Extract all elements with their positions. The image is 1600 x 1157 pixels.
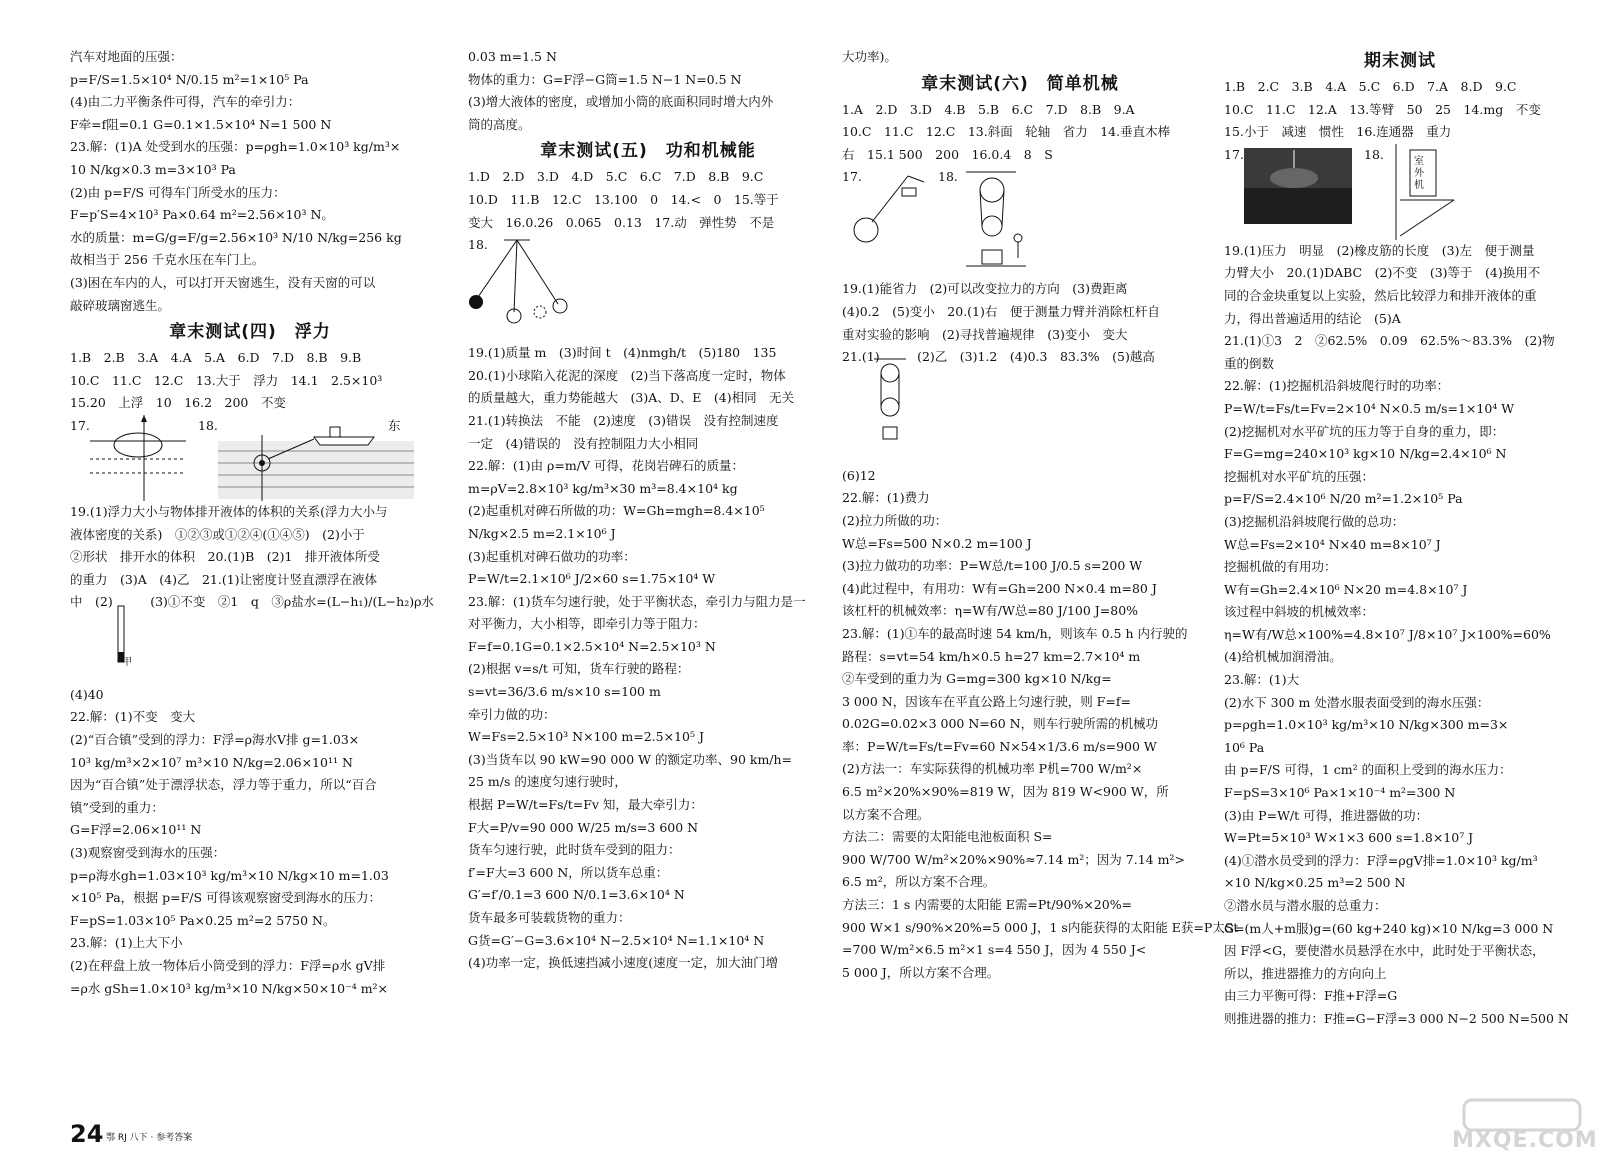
text-line: 大功率)。 xyxy=(842,49,897,64)
text-line: 重对实验的影响 (2)寻找普遍规律 (3)变小 变大 xyxy=(842,326,1128,342)
text-line: 该杠杆的机械效率：η=W有/W总=80 J/100 J=80% xyxy=(842,603,1139,619)
text-line: (2)挖掘机对水平矿坑的压力等于自身的重力，即： xyxy=(1224,423,1505,439)
text-line: 力臂大小 20.(1)DABC (2)不变 (3)等于 (4)换用不 xyxy=(1224,265,1541,281)
text-line: 由 p=F/S 可得，1 cm² 的面积上受到的海水压力： xyxy=(1224,762,1512,778)
text-line: G货=G′−G=3.6×10⁴ N−2.5×10⁴ N=1.1×10⁴ N xyxy=(468,932,765,948)
text-line: W有=Gh=2.4×10⁶ N×20 m=4.8×10⁷ J xyxy=(1224,581,1468,597)
text-line: F=p′S=4×10³ Pa×0.64 m²=2.56×10³ N。 xyxy=(70,207,334,223)
text-line: 0.02G=0.02×3 000 N=60 N，则车行驶所需的机械功 xyxy=(842,716,1159,732)
text-line: (2)拉力所做的功： xyxy=(842,512,948,528)
figure-row-6 xyxy=(842,166,1198,278)
text-line: 23.解：(1)A 处受到水的压强：p=ρgh=1.0×10³ kg/m³× xyxy=(70,139,401,155)
bracket-diagram xyxy=(1390,144,1470,240)
text-line: 20.(1)小球陷入花泥的深度 (2)当下落高度一定时，物体 xyxy=(468,367,786,383)
text-line: 1.B 2.C 3.B 4.A 5.C 6.D 7.A 8.D 9.C xyxy=(1224,79,1517,94)
text-line: 0.03 m=1.5 N xyxy=(468,49,557,64)
text-line: G=(m人+m服)g=(60 kg+240 kg)×10 N/kg=3 000 N xyxy=(1224,920,1554,936)
text-line: (2)根据 v=s/t 可知，货车行驶的路程： xyxy=(468,661,690,677)
text-line: m=ρV=2.8×10³ kg/m³×30 m³=8.4×10⁴ kg xyxy=(468,480,738,496)
q18-label: 18. xyxy=(468,237,488,253)
lever-diagram xyxy=(850,170,930,260)
text-line: (3)当货车以 90 kW=90 000 W 的额定功率、90 km/h= xyxy=(468,751,793,767)
text-line: p=ρgh=1.0×10³ kg/m³×10 N/kg×300 m=3× xyxy=(1224,717,1509,733)
pulley-diagram xyxy=(956,166,1036,276)
text-line: (4)①潜水员受到的浮力：F浮=ρgV排=1.0×10³ kg/m³ xyxy=(1224,852,1538,868)
text-line: 率：P=W/t=Fs/t=Fv=60 N×54×1/3.6 m/s=900 W xyxy=(842,738,1157,754)
heading-test-5: 章末测试(五) 功和机械能 xyxy=(540,141,756,162)
text-line: P=W/t=Fs/t=Fv=2×10⁴ N×0.5 m/s=1×10⁴ W xyxy=(1224,400,1515,416)
text-line: (4)由二力平衡条件可得，汽车的牵引力： xyxy=(70,94,301,110)
text-line: F=pS=3×10⁶ Pa×1×10⁻⁴ m²=300 N xyxy=(1224,785,1456,801)
text-line: 19.(1)质量 m (3)时间 t (4)nmgh/t (5)180 135 xyxy=(468,345,777,361)
text-line: 根据 P=W/t=Fs/t=Fv 知，最大牵引力： xyxy=(468,797,703,813)
q18-label: 18. xyxy=(1364,146,1384,162)
text-line: 15.20 上浮 10 16.2 200 不变 xyxy=(70,395,286,411)
text-line: 液体密度的关系) ①②③或①②④(①④⑤) (2)小于 xyxy=(70,526,365,542)
text-line: 3 000 N，因该车在平直公路上匀速行驶，则 F=f= xyxy=(842,693,1131,709)
text-line: (3)起重机对碑石做功的功率： xyxy=(468,548,636,564)
pulley-block-diagram xyxy=(870,357,910,447)
text-line: 方法三：1 s 内需要的太阳能 E需=Pt/90%×20%= xyxy=(842,897,1133,913)
text-line: 22.解：(1)不变 变大 xyxy=(70,709,196,725)
figure-row-4 xyxy=(70,415,430,501)
q18-label: 18. xyxy=(938,169,958,185)
text-line: 力，得出普遍适用的结论 (5)A xyxy=(1224,310,1401,326)
watermark xyxy=(1452,1098,1598,1156)
text-line: 19.(1)压力 明显 (2)橡皮筋的长度 (3)左 便于测量 xyxy=(1224,242,1535,258)
text-line: 22.解：(1)挖掘机沿斜坡爬行时的功率： xyxy=(1224,378,1450,394)
text-line: P=W/t=2.1×10⁶ J/2×60 s=1.75×10⁴ W xyxy=(468,571,716,587)
text-line: 重的倒数 xyxy=(1224,355,1275,371)
text-line: (3)由 P=W/t 可得，推进器做的功： xyxy=(1224,807,1429,823)
text-line: 10.C 11.C 12.C 13.斜面 轮轴 省力 14.垂直木棒 xyxy=(842,124,1171,140)
text-line: 汽车对地面的压强： xyxy=(70,49,183,64)
text-line: (2)方法一：车实际获得的机械功率 P机=700 W/m²× xyxy=(842,761,1143,777)
text-line: 900 W×1 s/90%×20%=5 000 J，1 s内能获得的太阳能 E获=P太St xyxy=(842,919,1239,935)
text-line: G=F浮=2.06×10¹¹ N xyxy=(70,822,202,838)
q17-label: 17. xyxy=(842,169,862,185)
text-line: ×10⁵ Pa，根据 p=F/S 可得该观察窗受到海水的压力： xyxy=(70,890,382,906)
text-line: (3)挖掘机沿斜坡爬行做的总功： xyxy=(1224,513,1405,529)
text-line: =ρ水 gSh=1.0×10³ kg/m³×10 N/kg×50×10⁻⁴ m²× xyxy=(70,980,389,996)
text-line: 故相当于 256 千克水压在车门上。 xyxy=(70,252,265,268)
text-line: W=Fs=2.5×10³ N×100 m=2.5×10⁵ J xyxy=(468,729,704,745)
text-line: 以方案不合理。 xyxy=(842,806,930,822)
text-line: F=pS=1.03×10⁵ Pa×0.25 m²=2 5750 N。 xyxy=(70,912,336,928)
page-number: 24 xyxy=(70,1120,104,1148)
text-line: (3)观察窗受到海水的压强： xyxy=(70,845,226,861)
figure-row-final xyxy=(1224,144,1576,240)
text-line: 中 (2) (3)①不变 ②1 q ③ρ盐水=(L−h₁)/(L−h₂)ρ水 xyxy=(70,594,434,610)
text-line: 1.A 2.D 3.D 4.B 5.B 6.C 7.D 8.B 9.A xyxy=(842,101,1135,117)
text-line: 10⁶ Pa xyxy=(1224,739,1265,755)
text-line: 10 N/kg×0.3 m=3×10³ Pa xyxy=(70,161,236,177)
column-4 xyxy=(1224,46,1576,1031)
column-2 xyxy=(468,46,828,975)
text-line: G′=f′/0.1=3 600 N/0.1=3.6×10⁴ N xyxy=(468,887,685,903)
text-line: 镇”受到的重力： xyxy=(70,799,164,815)
text-line: f′=F大=3 600 N，所以货车总重： xyxy=(468,864,669,880)
text-line: ②形状 排开水的体积 20.(1)B (2)1 排开液体所受 xyxy=(70,549,380,565)
text-line: 1.B 2.B 3.A 4.A 5.A 6.D 7.D 8.B 9.B xyxy=(70,350,362,366)
text-line: p=ρ海水gh=1.03×10³ kg/m³×10 N/kg×10 m=1.03 xyxy=(70,867,389,883)
pulley-figure-21 xyxy=(842,369,1198,465)
text-line: (4)此过程中，有用功：W有=Gh=200 N×0.4 m=80 J xyxy=(842,580,1157,596)
text-line: W=Pt=5×10³ W×1×3 600 s=1.8×10⁷ J xyxy=(1224,830,1474,846)
text-line: 10.C 11.C 12.C 13.大于 浮力 14.1 2.5×10³ xyxy=(70,372,383,388)
text-line: 则推进器的推力：F推=G−F浮=3 000 N−2 500 N=500 N xyxy=(1224,1010,1569,1026)
text-line: 牵引力做的功： xyxy=(468,706,556,722)
photo-figure xyxy=(1244,148,1354,228)
text-line: W总=Fs=500 N×0.2 m=100 J xyxy=(842,535,1032,551)
text-line: 因为“百合镇”处于漂浮状态，浮力等于重力，所以“百合 xyxy=(70,777,377,793)
text-line: 挖掘机做的有用功： xyxy=(1224,559,1337,575)
east-label: 东 xyxy=(388,417,401,433)
text-line: 右 15.1 500 200 16.0.4 8 S xyxy=(842,146,1053,162)
text-line: 货车最多可装载货物的重力： xyxy=(468,910,631,925)
text-line: 19.(1)浮力大小与物体排开液体的体积的关系(浮力大小与 xyxy=(70,503,388,519)
text-line: (4)0.2 (5)变小 20.(1)右 便于测量力臂并消除杠杆自 xyxy=(842,303,1160,319)
text-line: 23.解：(1)货车匀速行驶，处于平衡状态，牵引力与阻力是一 xyxy=(468,593,806,609)
text-line: 对平衡力，大小相等，即牵引力等于阻力： xyxy=(468,616,706,632)
pendulum-diagram xyxy=(468,234,578,338)
heading-test-4: 章末测试(四) 浮力 xyxy=(169,322,331,343)
text-line: 5 000 J，所以方案不合理。 xyxy=(842,964,1000,980)
text-line: (4)给机械加润滑油。 xyxy=(1224,649,1342,665)
footer: 鄂 RJ 八下 · 参考答案 xyxy=(106,1133,193,1143)
watermark-logo xyxy=(1462,1098,1582,1132)
text-line: 一定 (4)错误的 没有控制阻力大小相同 xyxy=(468,435,699,451)
text-line: 同的合金块重复以上实验，然后比较浮力和排开液体的重 xyxy=(1224,287,1537,303)
heading-final-test: 期末测试 xyxy=(1364,51,1436,71)
text-line: (2)起重机对碑石所做的功：W=Gh=mgh=8.4×10⁵ xyxy=(468,503,765,519)
text-line: 25 m/s 的速度匀速行驶时， xyxy=(468,774,627,790)
text-line: 23.解：(1)大 xyxy=(1224,672,1300,688)
text-line: p=F/S=2.4×10⁶ N/20 m²=1.2×10⁵ Pa xyxy=(1224,491,1463,507)
q17-label: 17. xyxy=(1224,146,1244,162)
text-line: 挖掘机对水平矿坑的压强： xyxy=(1224,468,1375,484)
text-line: 物体的重力：G=F浮−G筒=1.5 N−1 N=0.5 N xyxy=(468,71,742,87)
float-diagram xyxy=(90,415,190,501)
text-line: (4)40 xyxy=(70,686,104,702)
text-line: 10³ kg/m³×2×10⁷ m³×10 N/kg=2.06×10¹¹ N xyxy=(70,754,353,770)
text-line: (2)由 p=F/S 可得车门所受水的压力： xyxy=(70,184,286,200)
text-line: 1.D 2.D 3.D 4.D 5.C 6.C 7.D 8.B 9.C xyxy=(468,169,764,185)
text-line: 10.C 11.C 12.A 13.等臂 50 25 14.mg 不变 xyxy=(1224,101,1541,117)
heading-test-6: 章末测试(六) 简单机械 xyxy=(921,73,1119,94)
q18-label: 18. xyxy=(198,417,218,433)
text-line: 筒的高度。 xyxy=(468,116,531,132)
text-line: 19.(1)能省力 (2)可以改变拉力的方向 (3)费距离 xyxy=(842,281,1128,297)
text-line: (4)功率一定，换低速挡减小速度(速度一定，加大油门增 xyxy=(468,955,779,971)
text-line: 所以，推进器推力的方向向上 xyxy=(1224,965,1387,981)
text-line: 22.解：(1)由 ρ=m/V 可得，花岗岩碑石的质量： xyxy=(468,458,744,474)
pendulum-figure xyxy=(468,234,828,342)
text-line: 变大 16.0.26 0.065 0.13 17.动 弹性势 不是 xyxy=(468,214,775,230)
text-line: 22.解：(1)费力 xyxy=(842,490,930,506)
text-line: 23.解：(1)①车的最高时速 54 km/h，则该车 0.5 h 内行驶的 xyxy=(842,625,1188,641)
text-line: 15.小于 减速 惯性 16.连通器 重力 xyxy=(1224,124,1452,140)
text-line: 因 F浮<G，要使潜水员悬浮在水中，此时处于平衡状态， xyxy=(1224,943,1545,959)
text-line: N/kg×2.5 m=2.1×10⁶ J xyxy=(468,525,616,541)
q17-label: 17. xyxy=(70,417,90,433)
text-line: ②车受到的重力为 G=mg=300 kg×10 N/kg= xyxy=(842,671,1112,687)
text-line: 水的质量：m=G/g=F/g=2.56×10³ N/10 N/kg=256 kg xyxy=(70,229,402,245)
text-line: 的质量越大，重力势能越大 (3)A、D、E (4)相同 无关 xyxy=(468,390,795,406)
text-line: 6.5 m²，所以方案不合理。 xyxy=(842,874,996,890)
text-line: 21.(1) (2)乙 (3)1.2 (4)0.3 83.3% (5)越高 xyxy=(842,349,1155,365)
text-line: η=W有/W总×100%=4.8×10⁷ J/8×10⁷ J×100%=60% xyxy=(1224,626,1551,642)
text-line: F=G=mg=240×10³ kg×10 N/kg=2.4×10⁶ N xyxy=(1224,446,1507,462)
text-line: ×10 N/kg×0.25 m³=2 500 N xyxy=(1224,875,1406,891)
text-line: 敲碎玻璃窗逃生。 xyxy=(70,297,171,313)
text-line: 该过程中斜坡的机械效率： xyxy=(1224,604,1375,620)
column-3 xyxy=(842,46,1239,984)
text-line: (3)拉力做功的功率：P=W总/t=100 J/0.5 s=200 W xyxy=(842,558,1143,574)
text-line: 21.(1)①3 2 ②62.5% 0.09 62.5%～83.3% (2)物 xyxy=(1224,333,1555,349)
text-line: (2)“百合镇”受到的浮力：F浮=ρ海水V排 g=1.03× xyxy=(70,732,360,748)
text-line: s=vt=36/3.6 m/s×10 s=100 m xyxy=(468,684,661,700)
text-line: 货车匀速行驶，此时货车受到的阻力： xyxy=(468,842,681,858)
outdoor-unit-label: 室外机 xyxy=(1414,155,1424,191)
text-line: (2)在秤盘上放一物体后小筒受到的浮力：F浮=ρ水 gV排 xyxy=(70,958,386,973)
text-line: 方法二：需要的太阳能电池板面积 S= xyxy=(842,829,1053,845)
text-line: 21.(1)转换法 不能 (2)速度 (3)错误 没有控制速度 xyxy=(468,412,779,428)
densimeter-figure xyxy=(70,614,430,684)
watermark-text: MXQE.COM xyxy=(1452,1128,1598,1153)
text-line: 的重力 (3)A (4)乙 21.(1)让密度计竖直漂浮在液体 xyxy=(70,571,378,587)
text-line: 路程：s=vt=54 km/h×0.5 h=27 km=2.7×10⁴ m xyxy=(842,648,1141,664)
text-line: F=f=0.1G=0.1×2.5×10⁴ N=2.5×10³ N xyxy=(468,638,716,654)
text-line: (3)增大液体的密度，或增加小筒的底面积同时增大内外 xyxy=(468,94,774,110)
text-line: 900 W/700 W/m²×20%×90%≈7.14 m²；因为 7.14 m²> xyxy=(842,851,1185,867)
text-line: p=F/S=1.5×10⁴ N/0.15 m²=1×10⁵ Pa xyxy=(70,71,309,87)
text-line: =700 W/m²×6.5 m²×1 s=4 550 J，因为 4 550 J< xyxy=(842,942,1147,958)
text-line: F牵=f阻=0.1 G=0.1×1.5×10⁴ N=1 500 N xyxy=(70,116,332,132)
column-1 xyxy=(70,46,434,1000)
text-line: (2)水下 300 m 处潜水服表面受到的海水压强： xyxy=(1224,694,1490,710)
text-line: 10.D 11.B 12.C 13.100 0 14.< 0 15.等于 xyxy=(468,191,779,207)
text-line: F大=P/v=90 000 W/25 m/s=3 600 N xyxy=(468,819,699,835)
label-jia: 甲 xyxy=(122,656,132,668)
text-line: (3)困在车内的人，可以打开天窗逃生，没有天窗的可以 xyxy=(70,274,376,290)
text-line: 由三力平衡可得：F推+F浮=G xyxy=(1224,988,1398,1004)
text-line: (6)12 xyxy=(842,467,876,483)
text-line: 23.解：(1)上大下小 xyxy=(70,935,183,951)
text-line: W总=Fs=2×10⁴ N×40 m=8×10⁷ J xyxy=(1224,536,1441,552)
text-line: ②潜水员与潜水服的总重力： xyxy=(1224,898,1387,913)
text-line: 6.5 m²×20%×90%=819 W，因为 819 W<900 W，所 xyxy=(842,784,1169,800)
